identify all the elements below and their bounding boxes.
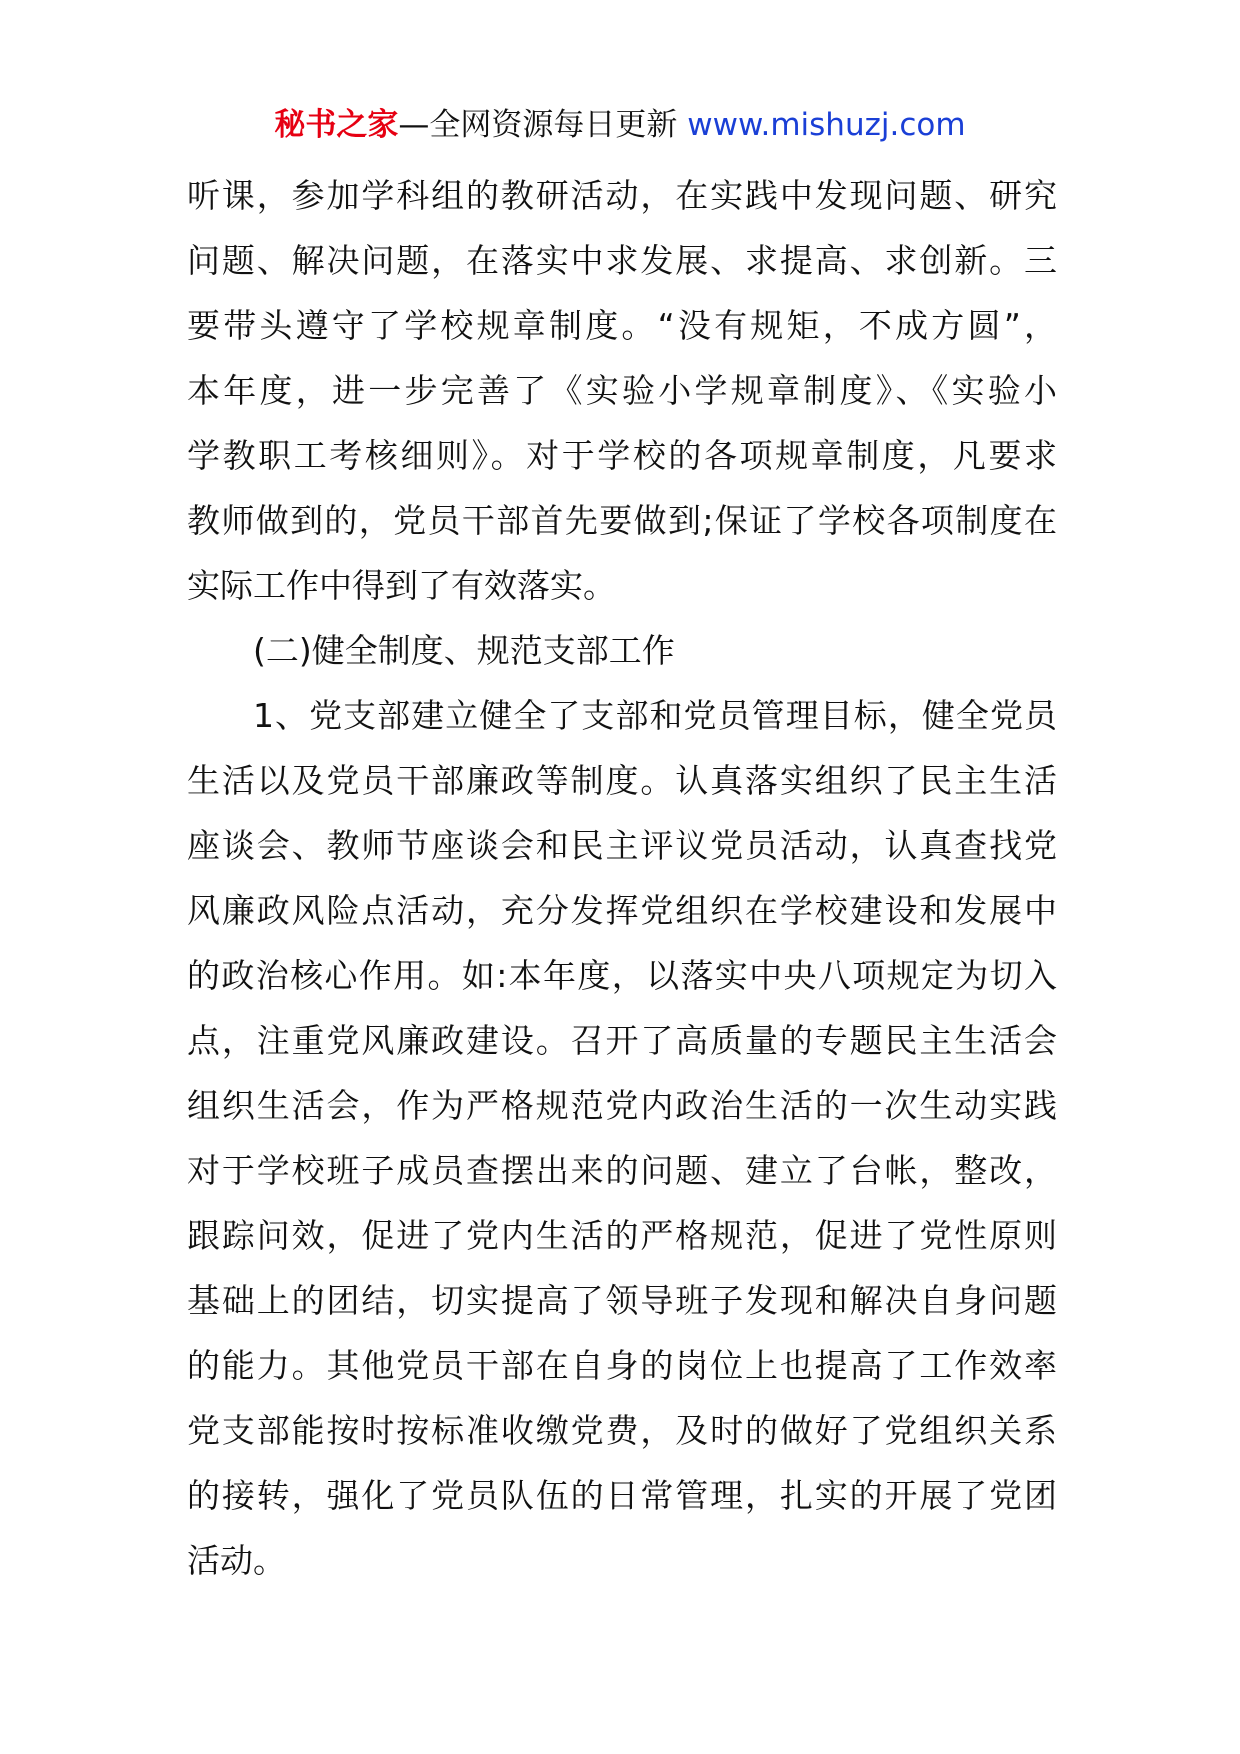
text-line: 的能力。其他党员干部在自身的岗位上也提高了工作效率 bbox=[187, 1346, 1057, 1385]
text-line: 的接转，强化了党员队伍的日常管理，扎实的开展了党团 bbox=[187, 1476, 1057, 1515]
text-line: 1、党支部建立健全了支部和党员管理目标，健全党员 bbox=[253, 696, 1057, 735]
document-body bbox=[187, 163, 1057, 1593]
text-line: 实际工作中得到了有效落实。 bbox=[187, 566, 616, 605]
paragraph-1 bbox=[187, 163, 1057, 618]
text-line: 党支部能按时按标准收缴党费，及时的做好了党组织关系 bbox=[187, 1411, 1057, 1450]
text-line: 对于学校班子成员查摆出来的问题、建立了台帐，整改， bbox=[187, 1151, 1057, 1190]
text-line: 生活以及党员干部廉政等制度。认真落实组织了民主生活 bbox=[187, 761, 1057, 800]
text-line: 跟踪问效，促进了党内生活的严格规范，促进了党性原则 bbox=[187, 1216, 1057, 1255]
text-line: 要带头遵守了学校规章制度。“没有规矩，不成方圆”， bbox=[187, 306, 1057, 345]
text-line: 本年度，进一步完善了《实验小学规章制度》、《实验小 bbox=[187, 371, 1057, 410]
brand-name: 秘书之家 bbox=[274, 107, 399, 143]
text-line: 活动。 bbox=[187, 1541, 286, 1580]
paragraph-2 bbox=[187, 683, 1057, 1593]
header-tagline: —全网资源每日更新 bbox=[398, 107, 678, 143]
text-line: 风廉政风险点活动，充分发挥党组织在学校建设和发展中 bbox=[187, 891, 1057, 930]
text-line: 的政治核心作用。如:本年度，以落实中央八项规定为切入 bbox=[187, 956, 1057, 995]
site-url-link[interactable]: www.mishuzj.com bbox=[677, 107, 966, 143]
section-subheading: (二)健全制度、规范支部工作 bbox=[253, 631, 675, 670]
text-line: 座谈会、教师节座谈会和民主评议党员活动，认真查找党 bbox=[187, 826, 1057, 865]
text-line: 基础上的团结，切实提高了领导班子发现和解决自身问题 bbox=[187, 1281, 1057, 1320]
text-line: 组织生活会，作为严格规范党内政治生活的一次生动实践 bbox=[187, 1086, 1057, 1125]
text-line: 听课，参加学科组的教研活动，在实践中发现问题、研究 bbox=[187, 176, 1057, 215]
site-header bbox=[0, 103, 1240, 147]
text-line: 点，注重党风廉政建设。召开了高质量的专题民主生活会 bbox=[187, 1021, 1057, 1060]
text-line: 教师做到的，党员干部首先要做到;保证了学校各项制度在 bbox=[187, 501, 1057, 540]
text-line: 问题、解决问题，在落实中求发展、求提高、求创新。三 bbox=[187, 241, 1057, 280]
text-line: 学教职工考核细则》。对于学校的各项规章制度，凡要求 bbox=[187, 436, 1057, 475]
